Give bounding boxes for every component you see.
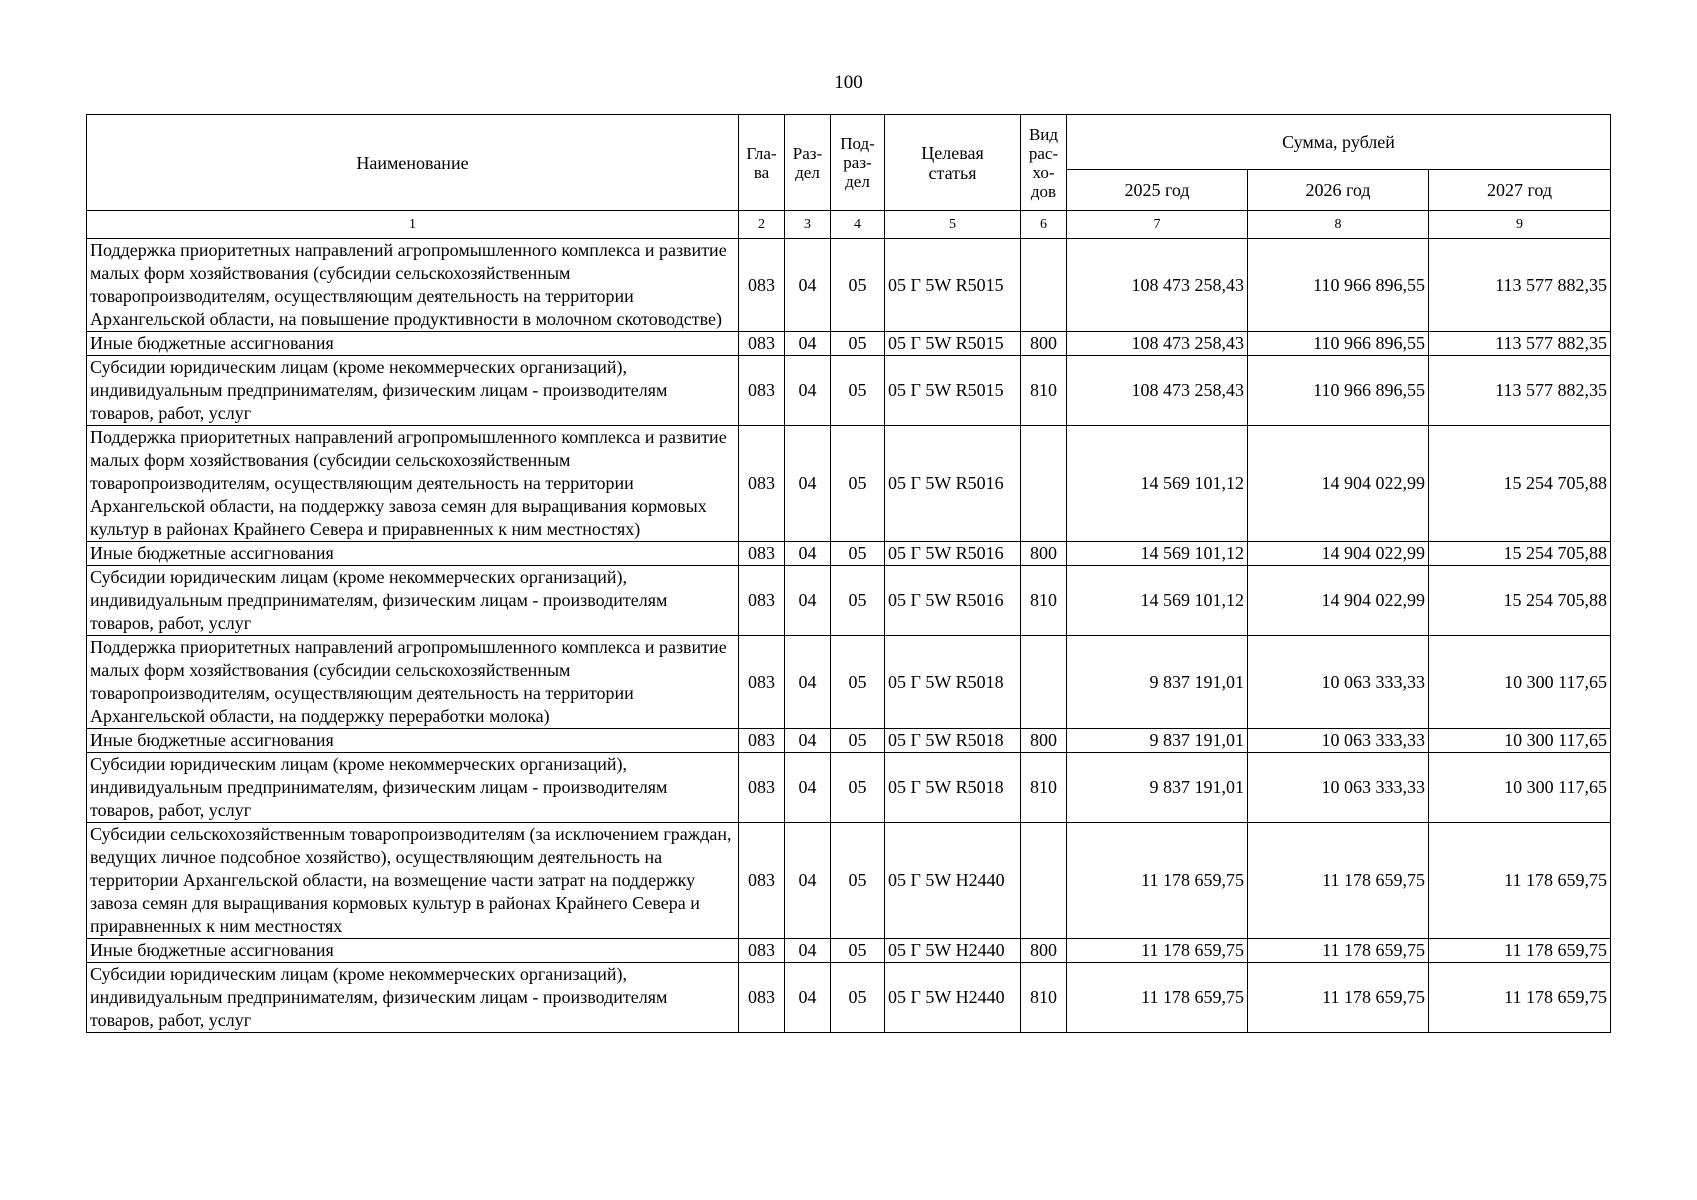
row-name-cell: Иные бюджетные ассигнования: [87, 542, 739, 566]
row-amount-2026-cell: 14 904 022,99: [1248, 542, 1429, 566]
row-amount-2025-cell: 14 569 101,12: [1067, 542, 1248, 566]
row-amount-2027-cell: 113 577 882,35: [1429, 239, 1611, 332]
row-celevaya-statya-cell: 05 Г 5W R5018: [885, 636, 1021, 729]
row-celevaya-statya-cell: 05 Г 5W R5016: [885, 426, 1021, 542]
row-vid-rashodov-cell: 810: [1021, 566, 1067, 636]
row-amount-2026-cell: 14 904 022,99: [1248, 426, 1429, 542]
header-celevaya-statya: Целевая статья: [885, 115, 1021, 211]
table-row: [87, 939, 1611, 963]
row-celevaya-statya-cell: 05 Г 5W R5015: [885, 332, 1021, 356]
row-amount-2025-cell: 108 473 258,43: [1067, 356, 1248, 426]
row-glava-cell: 083: [739, 963, 785, 1033]
row-name-cell: Субсидии юридическим лицам (кроме некоммерческих организаций), индивидуальным предпринимателям, физическим лицам - производителям товаров, работ, услуг: [87, 566, 739, 636]
row-vid-rashodov-cell: 810: [1021, 356, 1067, 426]
row-amount-2025-cell: 11 178 659,75: [1067, 823, 1248, 939]
row-amount-2026-cell: 10 063 333,33: [1248, 636, 1429, 729]
row-vid-rashodov-cell: 800: [1021, 729, 1067, 753]
row-podrazdel-cell: 05: [831, 636, 885, 729]
row-glava-cell: 083: [739, 636, 785, 729]
row-amount-2027-cell: 10 300 117,65: [1429, 729, 1611, 753]
table-row: [87, 239, 1611, 332]
row-podrazdel-cell: 05: [831, 823, 885, 939]
row-glava-cell: 083: [739, 332, 785, 356]
header-name: Наименование: [87, 115, 739, 211]
table-row: [87, 753, 1611, 823]
row-podrazdel-cell: 05: [831, 753, 885, 823]
row-glava-cell: 083: [739, 939, 785, 963]
table-row: [87, 963, 1611, 1033]
row-vid-rashodov-cell: [1021, 636, 1067, 729]
row-razdel-cell: 04: [785, 356, 831, 426]
column-number: 3: [785, 211, 831, 239]
row-podrazdel-cell: 05: [831, 963, 885, 1033]
column-number: 6: [1021, 211, 1067, 239]
column-number: 1: [87, 211, 739, 239]
header-vid-rashodov: Вид рас- хо- дов: [1021, 115, 1067, 211]
row-amount-2026-cell: 110 966 896,55: [1248, 239, 1429, 332]
row-podrazdel-cell: 05: [831, 729, 885, 753]
row-amount-2025-cell: 9 837 191,01: [1067, 729, 1248, 753]
row-celevaya-statya-cell: 05 Г 5W R5016: [885, 542, 1021, 566]
column-number: 5: [885, 211, 1021, 239]
row-name-cell: Субсидии юридическим лицам (кроме некоммерческих организаций), индивидуальным предпринимателям, физическим лицам - производителям товаров, работ, услуг: [87, 963, 739, 1033]
table-row: [87, 356, 1611, 426]
table-row: [87, 566, 1611, 636]
row-amount-2025-cell: 11 178 659,75: [1067, 939, 1248, 963]
row-razdel-cell: 04: [785, 823, 831, 939]
row-glava-cell: 083: [739, 729, 785, 753]
row-razdel-cell: 04: [785, 566, 831, 636]
row-amount-2025-cell: 11 178 659,75: [1067, 963, 1248, 1033]
row-amount-2026-cell: 110 966 896,55: [1248, 332, 1429, 356]
table-row: [87, 332, 1611, 356]
row-celevaya-statya-cell: 05 Г 5W H2440: [885, 939, 1021, 963]
row-amount-2027-cell: 10 300 117,65: [1429, 753, 1611, 823]
table-row: [87, 729, 1611, 753]
row-amount-2026-cell: 14 904 022,99: [1248, 566, 1429, 636]
row-name-cell: Субсидии юридическим лицам (кроме некоммерческих организаций), индивидуальным предпринимателям, физическим лицам - производителям товаров, работ, услуг: [87, 753, 739, 823]
row-razdel-cell: 04: [785, 939, 831, 963]
row-amount-2026-cell: 11 178 659,75: [1248, 939, 1429, 963]
column-number: 7: [1067, 211, 1248, 239]
row-razdel-cell: 04: [785, 636, 831, 729]
row-glava-cell: 083: [739, 753, 785, 823]
header-podrazdel: Под- раз- дел: [831, 115, 885, 211]
row-amount-2027-cell: 10 300 117,65: [1429, 636, 1611, 729]
row-amount-2025-cell: 108 473 258,43: [1067, 239, 1248, 332]
row-name-cell: Субсидии юридическим лицам (кроме некоммерческих организаций), индивидуальным предпринимателям, физическим лицам - производителям товаров, работ, услуг: [87, 356, 739, 426]
row-celevaya-statya-cell: 05 Г 5W R5015: [885, 239, 1021, 332]
row-glava-cell: 083: [739, 426, 785, 542]
row-amount-2026-cell: 11 178 659,75: [1248, 823, 1429, 939]
row-vid-rashodov-cell: [1021, 823, 1067, 939]
page-number: 100: [834, 72, 863, 93]
row-amount-2027-cell: 11 178 659,75: [1429, 939, 1611, 963]
header-glava: Гла- ва: [739, 115, 785, 211]
row-amount-2025-cell: 108 473 258,43: [1067, 332, 1248, 356]
table-row: [87, 426, 1611, 542]
row-vid-rashodov-cell: 800: [1021, 542, 1067, 566]
budget-table: [86, 114, 1611, 1033]
row-amount-2027-cell: 113 577 882,35: [1429, 332, 1611, 356]
row-celevaya-statya-cell: 05 Г 5W R5018: [885, 753, 1021, 823]
column-number: 9: [1429, 211, 1611, 239]
row-glava-cell: 083: [739, 356, 785, 426]
row-amount-2025-cell: 9 837 191,01: [1067, 753, 1248, 823]
row-celevaya-statya-cell: 05 Г 5W R5018: [885, 729, 1021, 753]
row-razdel-cell: 04: [785, 729, 831, 753]
row-glava-cell: 083: [739, 542, 785, 566]
header-summa: Сумма, рублей: [1067, 115, 1611, 170]
table-row: [87, 636, 1611, 729]
row-podrazdel-cell: 05: [831, 542, 885, 566]
row-podrazdel-cell: 05: [831, 332, 885, 356]
row-podrazdel-cell: 05: [831, 566, 885, 636]
row-name-cell: Субсидии сельскохозяйственным товаропроизводителям (за исключением граждан, ведущих личное подсобное хозяйство), осуществляющим деятельность на территории Архангельской области, на возмещение части затрат на поддержку завоза семян для выращивания кормовых культур в районах Крайнего Севера и приравненных к ним местностях: [87, 823, 739, 939]
row-podrazdel-cell: 05: [831, 426, 885, 542]
row-glava-cell: 083: [739, 823, 785, 939]
header-year-2025: 2025 год: [1067, 170, 1248, 211]
row-name-cell: Поддержка приоритетных направлений агропромышленного комплекса и развитие малых форм хозяйствования (субсидии сельскохозяйственным товаропроизводителям, осуществляющим деятельность на территории Архангельской области, на поддержку переработки молока): [87, 636, 739, 729]
row-vid-rashodov-cell: [1021, 239, 1067, 332]
row-name-cell: Иные бюджетные ассигнования: [87, 332, 739, 356]
row-name-cell: Иные бюджетные ассигнования: [87, 729, 739, 753]
row-amount-2026-cell: 11 178 659,75: [1248, 963, 1429, 1033]
row-razdel-cell: 04: [785, 426, 831, 542]
row-amount-2027-cell: 15 254 705,88: [1429, 566, 1611, 636]
row-celevaya-statya-cell: 05 Г 5W R5015: [885, 356, 1021, 426]
table-body: [87, 239, 1611, 1033]
row-podrazdel-cell: 05: [831, 356, 885, 426]
row-razdel-cell: 04: [785, 239, 831, 332]
row-name-cell: Поддержка приоритетных направлений агропромышленного комплекса и развитие малых форм хозяйствования (субсидии сельскохозяйственным товаропроизводителям, осуществляющим деятельность на территории Архангельской области, на повышение продуктивности в молочном скотоводстве): [87, 239, 739, 332]
row-amount-2026-cell: 10 063 333,33: [1248, 753, 1429, 823]
row-amount-2026-cell: 10 063 333,33: [1248, 729, 1429, 753]
column-number-row: [87, 211, 1611, 239]
row-celevaya-statya-cell: 05 Г 5W H2440: [885, 963, 1021, 1033]
row-podrazdel-cell: 05: [831, 239, 885, 332]
row-razdel-cell: 04: [785, 542, 831, 566]
row-amount-2025-cell: 14 569 101,12: [1067, 566, 1248, 636]
row-amount-2027-cell: 11 178 659,75: [1429, 963, 1611, 1033]
header-year-2026: 2026 год: [1248, 170, 1429, 211]
row-vid-rashodov-cell: 810: [1021, 963, 1067, 1033]
row-vid-rashodov-cell: 800: [1021, 332, 1067, 356]
row-amount-2026-cell: 110 966 896,55: [1248, 356, 1429, 426]
row-vid-rashodov-cell: 800: [1021, 939, 1067, 963]
row-vid-rashodov-cell: [1021, 426, 1067, 542]
header-row-1: [87, 115, 1611, 170]
table-row: [87, 542, 1611, 566]
row-glava-cell: 083: [739, 239, 785, 332]
row-amount-2027-cell: 15 254 705,88: [1429, 426, 1611, 542]
row-name-cell: Поддержка приоритетных направлений агропромышленного комплекса и развитие малых форм хозяйствования (субсидии сельскохозяйственным товаропроизводителям, осуществляющим деятельность на территории Архангельской области, на поддержку завоза семян для выращивания кормовых культур в районах Крайнего Севера и приравненных к ним местностях): [87, 426, 739, 542]
row-razdel-cell: 04: [785, 963, 831, 1033]
row-amount-2025-cell: 14 569 101,12: [1067, 426, 1248, 542]
row-glava-cell: 083: [739, 566, 785, 636]
header-razdel: Раз- дел: [785, 115, 831, 211]
row-vid-rashodov-cell: 810: [1021, 753, 1067, 823]
column-number: 2: [739, 211, 785, 239]
row-amount-2027-cell: 11 178 659,75: [1429, 823, 1611, 939]
header-year-2027: 2027 год: [1429, 170, 1611, 211]
column-number: 4: [831, 211, 885, 239]
row-podrazdel-cell: 05: [831, 939, 885, 963]
row-razdel-cell: 04: [785, 332, 831, 356]
row-name-cell: Иные бюджетные ассигнования: [87, 939, 739, 963]
row-amount-2027-cell: 113 577 882,35: [1429, 356, 1611, 426]
row-razdel-cell: 04: [785, 753, 831, 823]
column-number: 8: [1248, 211, 1429, 239]
row-amount-2025-cell: 9 837 191,01: [1067, 636, 1248, 729]
row-celevaya-statya-cell: 05 Г 5W R5016: [885, 566, 1021, 636]
table-row: [87, 823, 1611, 939]
row-amount-2027-cell: 15 254 705,88: [1429, 542, 1611, 566]
row-celevaya-statya-cell: 05 Г 5W H2440: [885, 823, 1021, 939]
